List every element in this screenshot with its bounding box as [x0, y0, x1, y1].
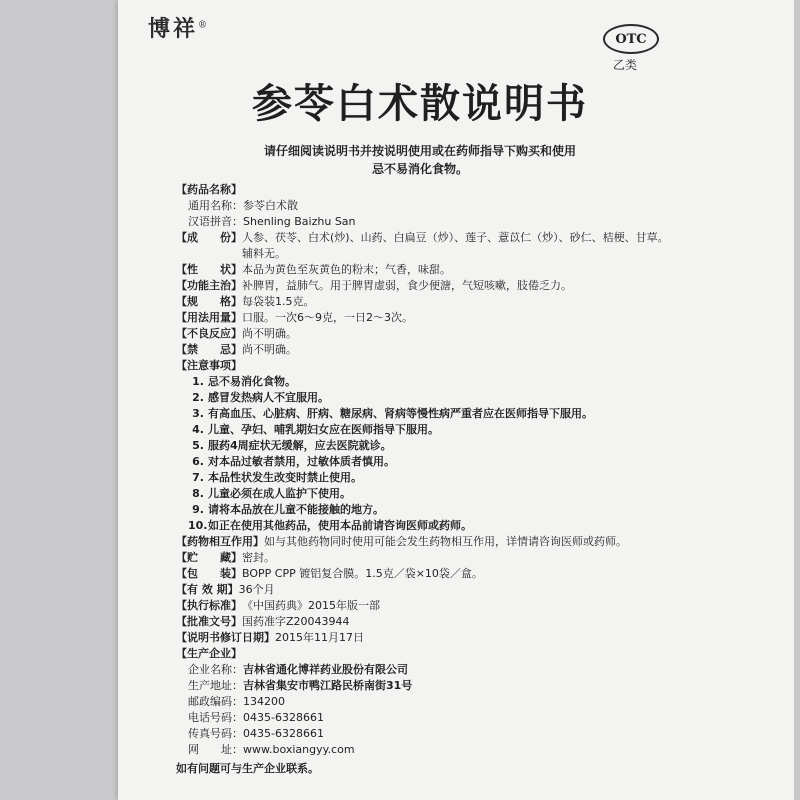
- storage-value: 密封。: [242, 551, 275, 564]
- pinyin-value: Shenling Baizhu San: [243, 215, 356, 228]
- adverse-value: 尚不明确。: [242, 327, 297, 340]
- indications-label: 【功能主治】: [176, 279, 242, 292]
- approval-label: 【批准文号】: [176, 615, 242, 628]
- validity-value: 36个月: [238, 583, 275, 596]
- precaution-item: 4. 儿童、孕妇、哺乳期妇女应在医师指导下服用。: [192, 423, 439, 436]
- precautions-label: 【注意事项】: [176, 359, 242, 372]
- precaution-text: 儿童必须在成人监护下使用。: [208, 487, 351, 500]
- adverse-label: 【不良反应】: [176, 327, 242, 340]
- generic-name-value: 参苓白术散: [243, 199, 298, 212]
- document-title: 参苓白术散说明书: [252, 81, 588, 127]
- website-label: 网 址：: [188, 743, 243, 756]
- company-label: 企业名称：: [188, 663, 243, 676]
- revision-row: [176, 630, 676, 646]
- contraindications-row: [176, 342, 676, 358]
- precaution-item: 5. 服药4周症状无缓解，应去医院就诊。: [192, 439, 392, 452]
- validity-label: 【有 效 期】: [176, 583, 239, 596]
- interactions-value: 如与其他药物同时使用可能会发生药物相互作用，详情请咨询医师或药师。: [264, 535, 627, 548]
- instruction-body: [176, 182, 676, 776]
- standard-row: [176, 598, 676, 614]
- manufacturer-section: [176, 646, 676, 662]
- dosage-row: [176, 310, 676, 326]
- ingredients-row: [176, 230, 676, 262]
- package-value: BOPP CPP 镀铝复合膜。1.5克／袋×10袋／盒。: [242, 567, 483, 580]
- postcode-label: 邮政编码：: [188, 695, 243, 708]
- appearance-label: 【性 状】: [176, 263, 242, 276]
- phone-value: 0435-6328661: [243, 711, 324, 724]
- fax-value: 0435-6328661: [243, 727, 324, 740]
- interactions-label: 【药物相互作用】: [176, 535, 264, 548]
- approval-value: 国药准字Z20043944: [242, 615, 350, 628]
- precaution-text: 感冒发热病人不宜服用。: [208, 391, 329, 404]
- revision-value: 2015年11月17日: [275, 631, 364, 644]
- precaution-text: 服药4周症状无缓解，应去医院就诊。: [208, 439, 392, 452]
- standard-label: 【执行标准】: [176, 599, 242, 612]
- spec-value: 每袋装1.5克。: [242, 295, 315, 308]
- appearance-row: [176, 262, 676, 278]
- drug-name-section: [176, 182, 676, 198]
- brand-logo: [148, 12, 207, 43]
- fax-row: [176, 726, 676, 742]
- website-value: www.boxiangyy.com: [243, 743, 355, 756]
- package-row: [176, 566, 676, 582]
- validity-row: [176, 582, 676, 598]
- storage-row: [176, 550, 676, 566]
- registered-mark: ®: [198, 20, 208, 31]
- generic-name-row: [176, 198, 676, 214]
- revision-label: 【说明书修订日期】: [176, 631, 275, 644]
- precaution-text: 忌不易消化食物。: [208, 375, 296, 388]
- address-row: [176, 678, 676, 694]
- package-label: 【包 装】: [176, 567, 242, 580]
- precaution-text: 有高血压、心脏病、肝病、糖尿病、肾病等慢性病严重者应在医师指导下服用。: [208, 407, 593, 420]
- approval-row: [176, 614, 676, 630]
- advice-line: 请仔细阅读说明书并按说明使用或在药师指导下购买和使用: [263, 144, 576, 158]
- otc-mark: [603, 24, 663, 73]
- precaution-item: 1. 忌不易消化食物。: [192, 375, 296, 388]
- adverse-row: [176, 326, 676, 342]
- standard-value: 《中国药典》2015年版一部: [242, 599, 380, 612]
- advice-line: 忌不易消化食物。: [371, 162, 468, 176]
- contact-note: 如有问题可与生产企业联系。: [176, 762, 319, 775]
- appearance-value: 本品为黄色至灰黄色的粉末；气香，味甜。: [242, 263, 451, 276]
- otc-badge: OTC: [603, 24, 659, 54]
- ingredients-value: 人参、茯苓、白术(炒)、山药、白扁豆（炒）、莲子、薏苡仁（炒）、砂仁、桔梗、甘草。辅料无。: [242, 231, 669, 260]
- indications-row: [176, 278, 676, 294]
- dosage-value: 口服。一次6～9克，一日2～3次。: [242, 311, 413, 324]
- precaution-item: 2. 感冒发热病人不宜服用。: [192, 391, 329, 404]
- address-label: 生产地址：: [188, 679, 243, 692]
- dosage-label: 【用法用量】: [176, 311, 242, 324]
- pinyin-label: 汉语拼音：: [188, 215, 243, 228]
- precaution-text: 如正在使用其他药品，使用本品前请咨询医师或药师。: [208, 519, 472, 532]
- address-value: 吉林省集安市鸭江路民桥南街31号: [243, 679, 413, 692]
- phone-row: [176, 710, 676, 726]
- drug-name-label: 【药品名称】: [176, 183, 242, 196]
- precaution-item: 7. 本品性状发生改变时禁止使用。: [192, 471, 362, 484]
- fax-label: 传真号码：: [188, 727, 243, 740]
- manufacturer-label: 【生产企业】: [176, 647, 242, 660]
- precaution-item: 6. 对本品过敏者禁用，过敏体质者慎用。: [192, 455, 395, 468]
- spec-label: 【规 格】: [176, 295, 242, 308]
- company-value: 吉林省通化博祥药业股份有限公司: [243, 663, 408, 676]
- postcode-row: [176, 694, 676, 710]
- precaution-item: 8. 儿童必须在成人监护下使用。: [192, 487, 351, 500]
- precaution-text: 请将本品放在儿童不能接触的地方。: [208, 503, 384, 516]
- precaution-text: 本品性状发生改变时禁止使用。: [208, 471, 362, 484]
- contraindications-value: 尚不明确。: [242, 343, 297, 356]
- precaution-item: 10. 如正在使用其他药品，使用本品前请咨询医师或药师。: [188, 519, 472, 532]
- contraindications-label: 【禁 忌】: [176, 343, 242, 356]
- spec-row: [176, 294, 676, 310]
- company-row: [176, 662, 676, 678]
- website-row: [176, 742, 676, 758]
- precaution-item: 3. 有高血压、心脏病、肝病、糖尿病、肾病等慢性病严重者应在医师指导下服用。: [192, 407, 593, 420]
- precaution-item: 9. 请将本品放在儿童不能接触的地方。: [192, 503, 384, 516]
- storage-label: 【贮 藏】: [176, 551, 242, 564]
- precautions-section: [176, 358, 676, 374]
- generic-name-label: 通用名称：: [188, 199, 243, 212]
- usage-advice: [200, 142, 640, 178]
- ingredients-label: 【成 份】: [176, 231, 242, 244]
- indications-value: 补脾胃，益肺气。用于脾胃虚弱，食少便溏，气短咳嗽，肢倦乏力。: [242, 279, 572, 292]
- phone-label: 电话号码：: [188, 711, 243, 724]
- interactions-row: [176, 534, 676, 550]
- precaution-text: 对本品过敏者禁用，过敏体质者慎用。: [208, 455, 395, 468]
- pinyin-row: [176, 214, 676, 230]
- brand-name: 博祥: [148, 16, 199, 42]
- precaution-text: 儿童、孕妇、哺乳期妇女应在医师指导下服用。: [208, 423, 439, 436]
- otc-type: 乙类: [613, 58, 638, 72]
- postcode-value: 134200: [243, 695, 285, 708]
